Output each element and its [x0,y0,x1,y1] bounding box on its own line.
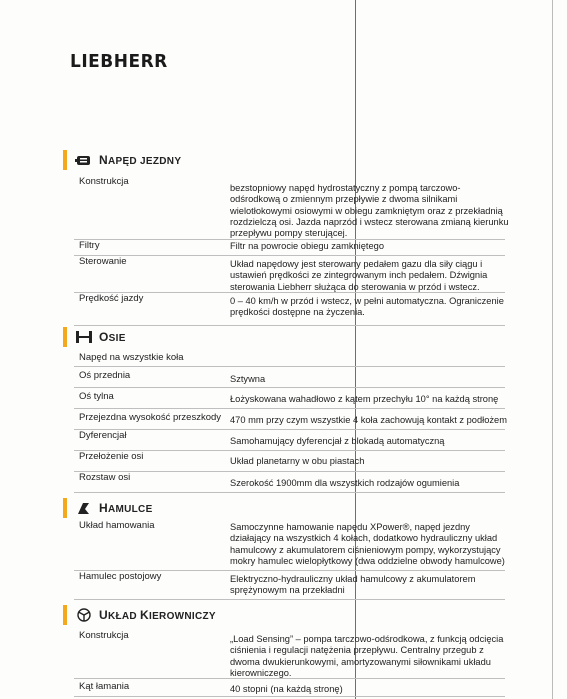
section-accent-bar [63,605,67,625]
table-row [74,520,505,571]
row-label: Kąt łamania [79,681,130,692]
section-accent-bar [63,327,67,347]
row-label: Przejezdna wysokość przeszkody [79,412,222,423]
row-label: Dyferencjał [79,430,127,441]
section-title: UKŁAD KIEROWNICZY [99,608,216,622]
section-title: HAMULCE [99,501,153,515]
table-row [74,679,505,697]
row-value: Układ planetarny w obu piastach [230,456,365,466]
row-value: 0 – 40 km/h w przód i wstecz, w pełni automatyczna. Ograniczenie prędkości dostępne na życzenia. [230,296,504,318]
section-title: OSIE [99,330,126,344]
row-value: „Load Sensing” – pompa tarczowo-odśrodkowa, z funkcją odcięcia ciśnienia i regulacji natężenia przepływu. Centralny przegub z dwoma dwukierunkowymi, amortyzowanymi siłownikami układu kierowniczego. [230,634,504,678]
table-row [74,451,505,472]
steering-wheel-icon [75,608,93,622]
row-value: Elektryczno-hydrauliczny układ hamulcowy z akumulatorem sprężynowym na przekładni [230,574,476,596]
row-label: Przełożenie osi [79,451,144,462]
row-value: Samohamujący dyferencjał z blokadą automatyczną [230,436,445,446]
row-value: Filtr na powrocie obiegu zamkniętego [230,241,384,251]
row-value: Łożyskowana wahadłowo z kątem przechyłu 10° na każdą stronę [230,394,499,404]
drive-icon [75,153,93,167]
row-label: Hamulec postojowy [79,571,162,582]
section-header-axles [63,327,126,347]
axle-icon [75,330,93,344]
row-label: Prędkość jazdy [79,293,144,304]
row-label: Konstrukcja [79,176,129,187]
section-header-brakes [63,498,153,518]
table-row [74,628,505,679]
table-row [74,430,505,451]
table-row [74,472,505,493]
row-value: Samoczynne hamowanie napędu XPower®, napęd jezdny działający na wszystkich 4 kołach, dodatkowo hydrauliczny układ hamulcowy z akumulatorem ciśnieniowym pompy, wykorzystujący mokry hamulec wielopłytkowy (dwa oddzielne obwody hamulcowe) [230,522,505,566]
brake-pedal-icon [75,501,93,515]
table-row [74,571,505,600]
page-edge [552,0,553,699]
row-value: Układ napędowy jest sterowany pedałem gazu dla siły ciągu i ustawień prędkości ze zintegrowanym inch pedałem. Dźwignia sterowania Liebherr służąca do sterowania w przód i wstecz. [230,259,488,292]
table-row [74,367,505,388]
brand-logo: LIEBHERR [70,51,168,73]
row-label: Konstrukcja [79,630,129,641]
row-value: Sztywna [230,374,266,384]
row-value: Szerokość 1900mm dla wszystkich rodzajów ogumienia [230,478,460,488]
section-header-drive [63,150,181,170]
row-label: Oś tylna [79,391,114,402]
table-row [74,388,505,409]
row-value: bezstopniowy napęd hydrostatyczny z pompą tarczowo-odśrodkową o zmiennym przepływie z dwoma silnikami wielotłokowymi osiowymi w obiegu zamkniętym oraz z przekładnią rozdzielczą osi. Jazda naprzód i wstecz sterowana zmianą kierunku przepływu pompy sterującej. [230,183,509,239]
section-accent-bar [63,150,67,170]
row-label: Sterowanie [79,256,127,267]
table-row [74,256,505,293]
row-value: 470 mm przy czym wszystkie 4 koła zachowują kontakt z podłożem [230,415,507,425]
section-title: NAPĘD JEZDNY [99,153,182,167]
row-label: Układ hamowania [79,520,155,531]
row-label: Oś przednia [79,370,131,381]
table-row [74,293,505,326]
row-label: Napęd na wszystkie koła [79,352,184,363]
section-header-steering [63,605,216,625]
table-row [74,240,505,256]
table-row [74,409,505,430]
section-accent-bar [63,498,67,518]
row-value: 40 stopni (na każdą stronę) [230,684,343,694]
table-row [74,173,509,240]
row-label: Rozstaw osi [79,472,131,483]
row-label: Filtry [79,240,100,251]
table-row [74,350,505,367]
